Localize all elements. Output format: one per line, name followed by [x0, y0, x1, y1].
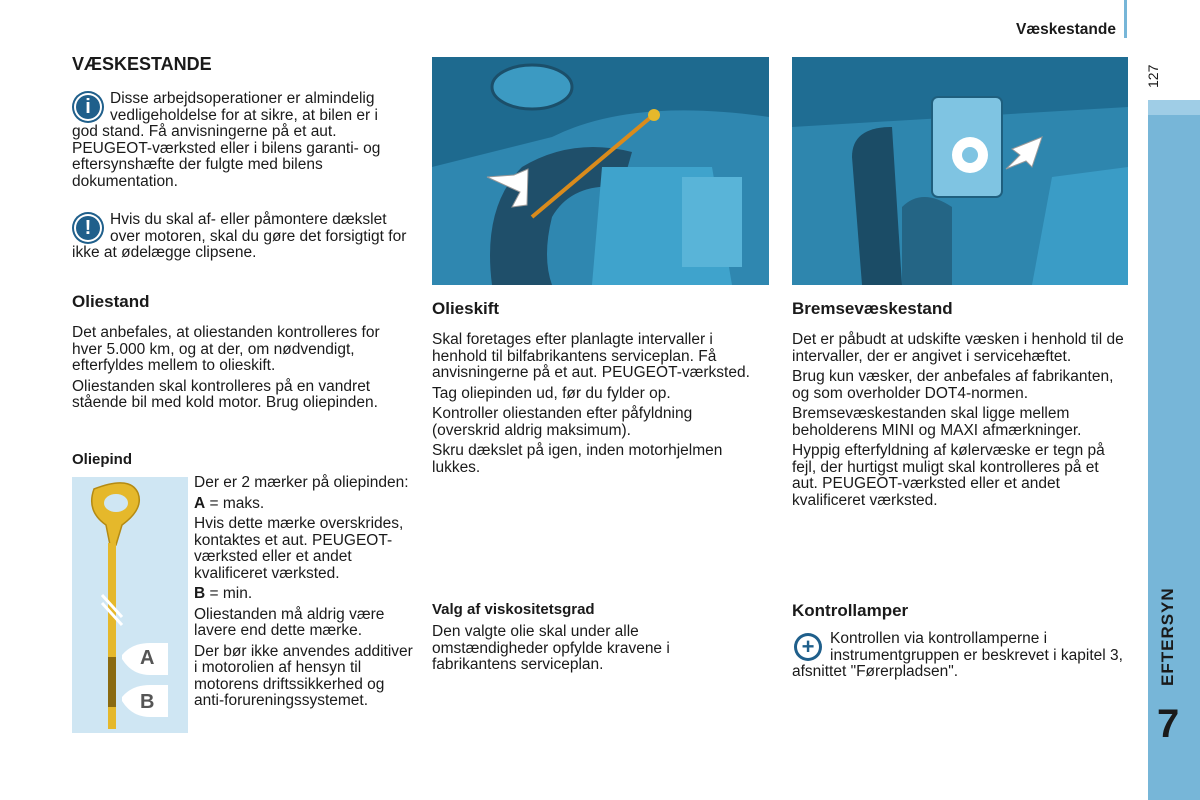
oil-change-p2: Tag oliepinden ud, før du fylder op. [432, 384, 671, 402]
mark-b-note: Oliestanden må aldrig være lavere end dette mærke. [194, 605, 385, 639]
mark-b-letter: B [194, 585, 206, 602]
oil-level-heading: Oliestand [72, 292, 150, 311]
oil-filler-photo [432, 57, 769, 285]
mark-a-letter: A [194, 494, 206, 512]
dipstick-label-a: A [140, 647, 155, 669]
info-note [72, 91, 392, 194]
chapter-label: EFTERSYN [1158, 587, 1177, 686]
oil-level-p1: Det anbefales, at oliestanden kontrolleres for hver 5.000 km, og at der, om nødvendigt, efterfyldes mellem to olieskift. [72, 324, 380, 374]
brake-fluid-heading: Bremsevæskestand [792, 299, 953, 318]
brake-fluid-p1: Det er påbudt at udskifte væsken i henhold til de intervaller, der er angivet i servicehæftet. [792, 331, 1124, 365]
chapter-number: 7 [1157, 702, 1180, 746]
lamps-heading: Kontrollamper [792, 601, 909, 620]
warning-text: Hvis du skal af- eller påmontere dækslet over motoren, skal du gøre det forsigtigt for ikke at ødelægge clipsene. [72, 211, 407, 261]
lamps-text: Kontrollen via kontrollamperne i instrumentgruppen er beskrevet i kapitel 3, afsnittet "Førerpladsen". [792, 630, 1123, 680]
dipstick-text [194, 475, 414, 714]
brake-fluid-p4: Hyppig efterfyldning af kølervæske er tegn på fejl, der hurtigst muligt skal kontrolleres på et aut. PEUGEOT-værksted eller et andet kvalificeret værksted. [792, 442, 1105, 509]
mark-b [194, 586, 414, 603]
brake-fluid-p2: Brug kun væsker, der anbefales af fabrikanten, og som overholder DOT4-normen. [792, 368, 1114, 402]
plus-icon: + [794, 633, 822, 661]
mark-a [194, 496, 414, 513]
oil-change-heading: Olieskift [432, 299, 500, 318]
brake-reservoir-drawing [792, 57, 1128, 285]
mark-a-note: Hvis dette mærke overskrides, kontaktes et aut. PEUGEOT-værksted eller et andet kvalificeret værksted. [194, 515, 404, 582]
mark-b-text: = min. [205, 585, 253, 602]
oil-change-p1: Skal foretages efter planlagte intervaller i henhold til bilfabrikantens serviceplan. Få anvisningerne på et aut. PEUGEOT-værksted. [432, 331, 750, 381]
viscosity-text: Den valgte olie skal under alle omstændigheder opfylde kravene i fabrikantens serviceplan. [432, 623, 670, 673]
dipstick-intro: Der er 2 mærker på oliepinden: [194, 474, 409, 491]
dipstick-heading: Oliepind [72, 451, 132, 468]
brake-fluid-photo [792, 57, 1128, 285]
warning-icon: ! [74, 214, 102, 242]
viscosity-heading: Valg af viskositetsgrad [432, 601, 595, 618]
chapter-sidebar [1148, 115, 1200, 800]
additives-note: Der bør ikke anvendes additiver i motorolien af hensyn til motorens driftssikkerhed og anti-forureningssystemet. [194, 642, 413, 709]
oil-change-text [432, 332, 762, 480]
warning-note [72, 212, 412, 266]
page-title: VÆSKESTANDE [72, 54, 212, 74]
section-title: Væskestande [1016, 21, 1116, 38]
header-rule [1124, 0, 1127, 38]
oil-level-p2: Oliestanden skal kontrolleres på en vandret stående bil med kold motor. Brug oliepinden. [72, 377, 378, 411]
lamps-note [792, 631, 1127, 685]
dipstick-illustration [72, 477, 188, 733]
info-icon: i [74, 93, 102, 121]
dipstick-label-b: B [140, 691, 155, 713]
sidebar-tick [1148, 100, 1200, 115]
mark-a-text: = maks. [205, 494, 265, 512]
info-text: Disse arbejdsoperationer er almindelig vedligeholdelse for at sikre, at bilen er i god stand. Få anvisningerne på et aut. PEUGEOT-værksted eller i bilens garanti- og eftersynshæfte der fulgte med bilens dokumentation. [72, 90, 381, 190]
page-number: 127 [1145, 64, 1161, 88]
engine-oil-drawing [432, 57, 769, 285]
brake-fluid-text [792, 332, 1127, 513]
oil-change-p3: Kontroller oliestanden efter påfyldning (overskrid aldrig maksimum). [432, 405, 693, 439]
oil-change-p4: Skru dækslet på igen, inden motorhjelmen lukkes. [432, 442, 723, 476]
brake-fluid-p3: Bremsevæskestanden skal ligge mellem beholderens MINI og MAXI afmærkninger. [792, 405, 1082, 439]
viscosity-text-block [432, 624, 752, 678]
dipstick-drawing [72, 477, 188, 733]
oil-level-text [72, 325, 412, 416]
